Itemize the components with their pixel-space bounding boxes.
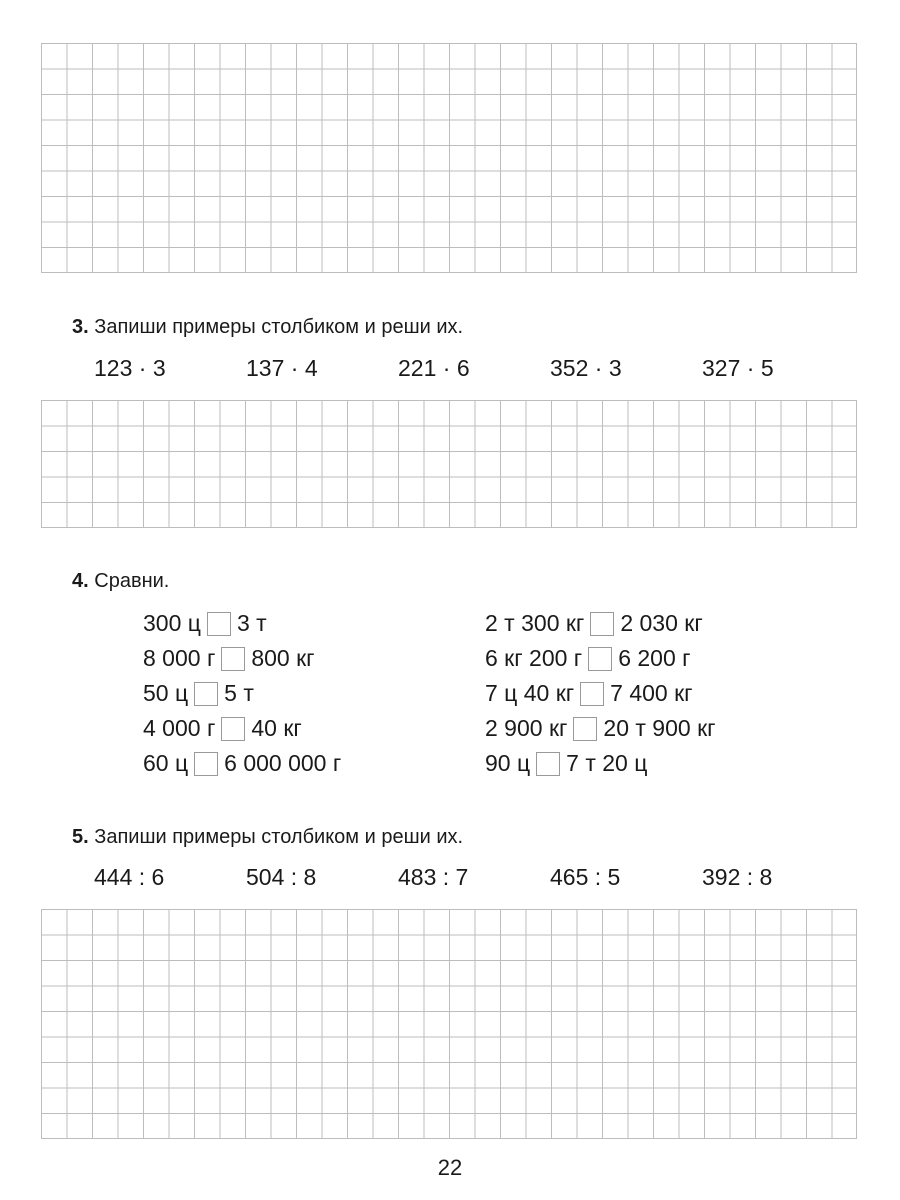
compare-row	[485, 606, 716, 641]
compare-row	[485, 746, 716, 781]
compare-row	[485, 711, 716, 746]
compare-row	[143, 711, 341, 746]
compare-left-value: 50 ц	[143, 680, 189, 706]
compare-answer-box[interactable]	[580, 682, 604, 706]
task-5-example: 392 : 8	[702, 864, 773, 890]
compare-left-value: 6 кг 200 г	[485, 645, 583, 671]
task-3-text: Запиши примеры столбиком и реши их.	[94, 316, 464, 338]
compare-left-value: 2 т 300 кг	[485, 610, 585, 636]
compare-right-value: 6 200 г	[618, 645, 691, 671]
compare-row	[143, 676, 341, 711]
task-3-example: 137 · 4	[246, 355, 318, 381]
task-5-title	[72, 826, 463, 849]
compare-answer-box[interactable]	[536, 752, 560, 776]
task-4-text: Сравни.	[94, 570, 170, 592]
compare-row	[143, 641, 341, 676]
compare-right-value: 20 т 900 кг	[603, 715, 716, 741]
compare-column-left	[143, 606, 341, 781]
compare-row	[485, 641, 716, 676]
compare-right-value: 2 030 кг	[620, 610, 703, 636]
answer-grid-top	[41, 43, 857, 273]
compare-right-value: 7 т 20 ц	[566, 750, 648, 776]
compare-left-value: 300 ц	[143, 610, 201, 636]
compare-row	[485, 676, 716, 711]
task-5-example: 444 : 6	[94, 864, 165, 890]
page-number: 22	[437, 1155, 463, 1180]
task-3-example: 221 · 6	[398, 355, 470, 381]
compare-right-value: 3 т	[236, 610, 267, 636]
compare-answer-box[interactable]	[573, 717, 597, 741]
compare-left-value: 4 000 г	[143, 715, 216, 741]
task-5-example: 465 : 5	[550, 864, 621, 890]
task-3-example: 123 · 3	[94, 355, 166, 381]
compare-left-value: 2 900 кг	[485, 715, 568, 741]
compare-answer-box[interactable]	[588, 647, 612, 671]
compare-answer-box[interactable]	[590, 612, 614, 636]
compare-right-value: 6 000 000 г	[224, 750, 342, 776]
task-5-examples	[94, 864, 854, 891]
task-3-example: 352 · 3	[550, 355, 622, 381]
compare-column-right	[485, 606, 716, 781]
compare-left-value: 60 ц	[143, 750, 189, 776]
task-4-title	[72, 570, 169, 593]
compare-answer-box[interactable]	[194, 682, 218, 706]
answer-grid-task-3[interactable]	[41, 400, 857, 528]
compare-right-value: 5 т	[224, 680, 254, 706]
compare-row	[143, 746, 341, 781]
compare-answer-box[interactable]	[221, 647, 245, 671]
compare-right-value: 40 кг	[251, 715, 302, 741]
task-3-example: 327 · 5	[702, 355, 774, 381]
task-5-example: 483 : 7	[398, 864, 469, 890]
compare-right-value: 7 400 кг	[610, 680, 693, 706]
compare-answer-box[interactable]	[194, 752, 218, 776]
compare-left-value: 8 000 г	[143, 645, 216, 671]
task-4-number: 4.	[72, 570, 89, 592]
task-3-title	[72, 316, 463, 339]
task-3-examples	[94, 355, 854, 382]
task-5-example: 504 : 8	[246, 864, 317, 890]
compare-row	[143, 606, 341, 641]
task-3-number: 3.	[72, 316, 89, 338]
task-5-text: Запиши примеры столбиком и реши их.	[94, 826, 464, 848]
answer-grid-task-5[interactable]	[41, 909, 857, 1139]
compare-answer-box[interactable]	[207, 612, 231, 636]
compare-right-value: 800 кг	[251, 645, 315, 671]
compare-left-value: 7 ц 40 кг	[485, 680, 575, 706]
compare-left-value: 90 ц	[485, 750, 531, 776]
task-5-number: 5.	[72, 826, 89, 848]
compare-answer-box[interactable]	[221, 717, 245, 741]
